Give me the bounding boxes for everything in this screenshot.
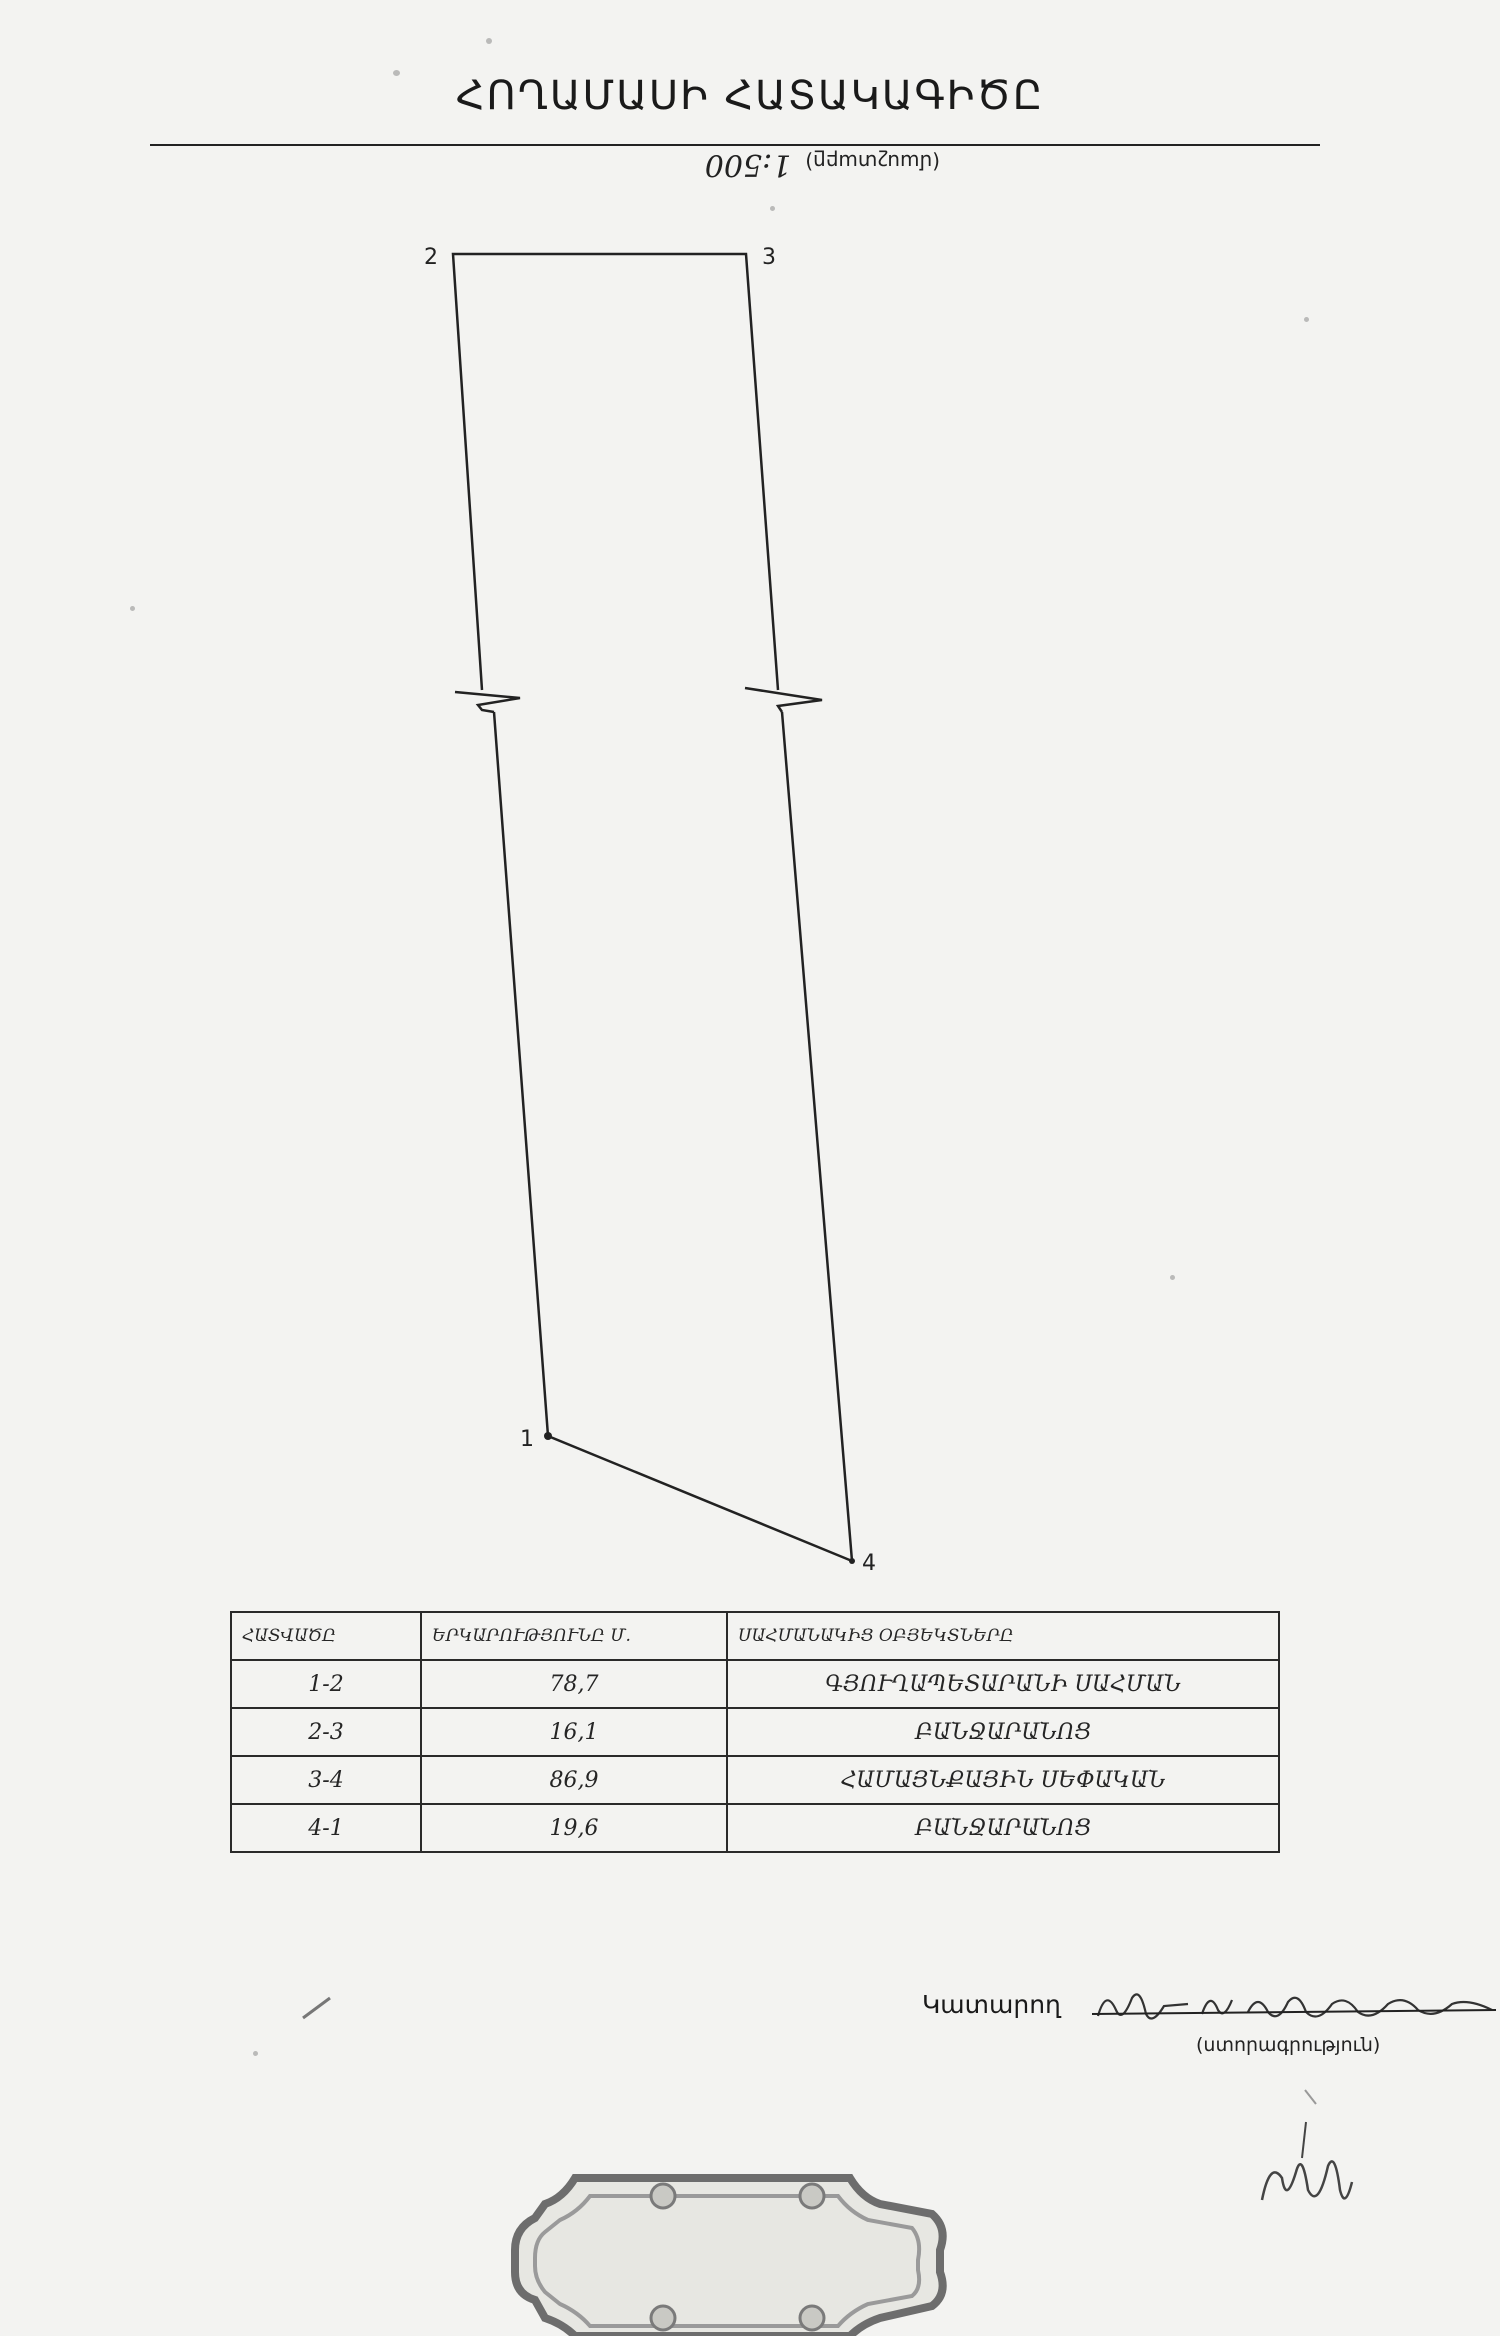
table-header-row [231,1612,1279,1660]
stamp-ornament [651,2306,675,2330]
boundary-table [230,1611,1280,1853]
stamp-ornament [651,2184,675,2208]
stamp-ornament [800,2184,824,2208]
parcel-upper-boundary [453,254,778,690]
segment-cell: 3-4 [231,1756,421,1804]
scale-word: (մասշտաբը) [805,150,940,174]
signature-caption: (ստորագրություն) [1196,2034,1381,2056]
length-cell: 78,7 [421,1660,727,1708]
segment-cell: 2-3 [231,1708,421,1756]
page-title: ՀՈՂԱՄԱՍԻ ՀԱՏԱԿԱԳԻԾԸ [455,72,1045,119]
signature-mark [1262,2161,1352,2200]
segment-cell: 4-1 [231,1804,421,1852]
length-cell: 86,9 [421,1756,727,1804]
left-break-mark [455,692,520,712]
column-header-length: ԵՐԿԱՐՈՒԹՅՈՒՆԸ Մ. [421,1612,727,1660]
column-header-segment: ՀԱՏՎԱԾԸ [231,1612,421,1660]
right-break-mark [745,688,822,712]
segment-cell: 1-2 [231,1660,421,1708]
stamp-seal [515,2178,943,2336]
neighbor-cell: ԳՅՈՒՂԱՊԵՏԱՐԱՆԻ ՍԱՀՄԱՆ [727,1660,1279,1708]
table-row [231,1660,1279,1708]
stamp-ornament [800,2306,824,2330]
paper-scratch [1305,2090,1316,2104]
neighbor-cell: ՀԱՄԱՅՆՔԱՅԻՆ ՍԵՓԱԿԱՆ [727,1756,1279,1804]
table-row [231,1708,1279,1756]
vertex-4-dot [849,1558,855,1564]
column-header-neighbors: ՍԱՀՄԱՆԱԿԻՑ ՕԲՅԵԿՏՆԵՐԸ [727,1612,1279,1660]
vertex-1-dot [544,1432,552,1440]
performer-label: Կատարող [922,1990,1061,2019]
scale-ratio: 1:500 [704,147,792,182]
length-cell: 19,6 [421,1804,727,1852]
vertex-label-1: 1 [520,1427,534,1452]
table-row [231,1756,1279,1804]
signature-mark [1302,2122,1306,2158]
stamp-frame [515,2178,943,2336]
neighbor-cell: ԲԱՆՋԱՐԱՆՈՑ [727,1804,1279,1852]
vertex-label-3: 3 [762,245,776,270]
vertex-label-2: 2 [424,245,438,270]
vertex-label-4: 4 [862,1551,876,1576]
performer-signature [1092,1980,1496,2032]
table-row [231,1804,1279,1852]
paper-scratch [303,1998,330,2018]
neighbor-cell: ԲԱՆՋԱՐԱՆՈՑ [727,1708,1279,1756]
length-cell: 16,1 [421,1708,727,1756]
